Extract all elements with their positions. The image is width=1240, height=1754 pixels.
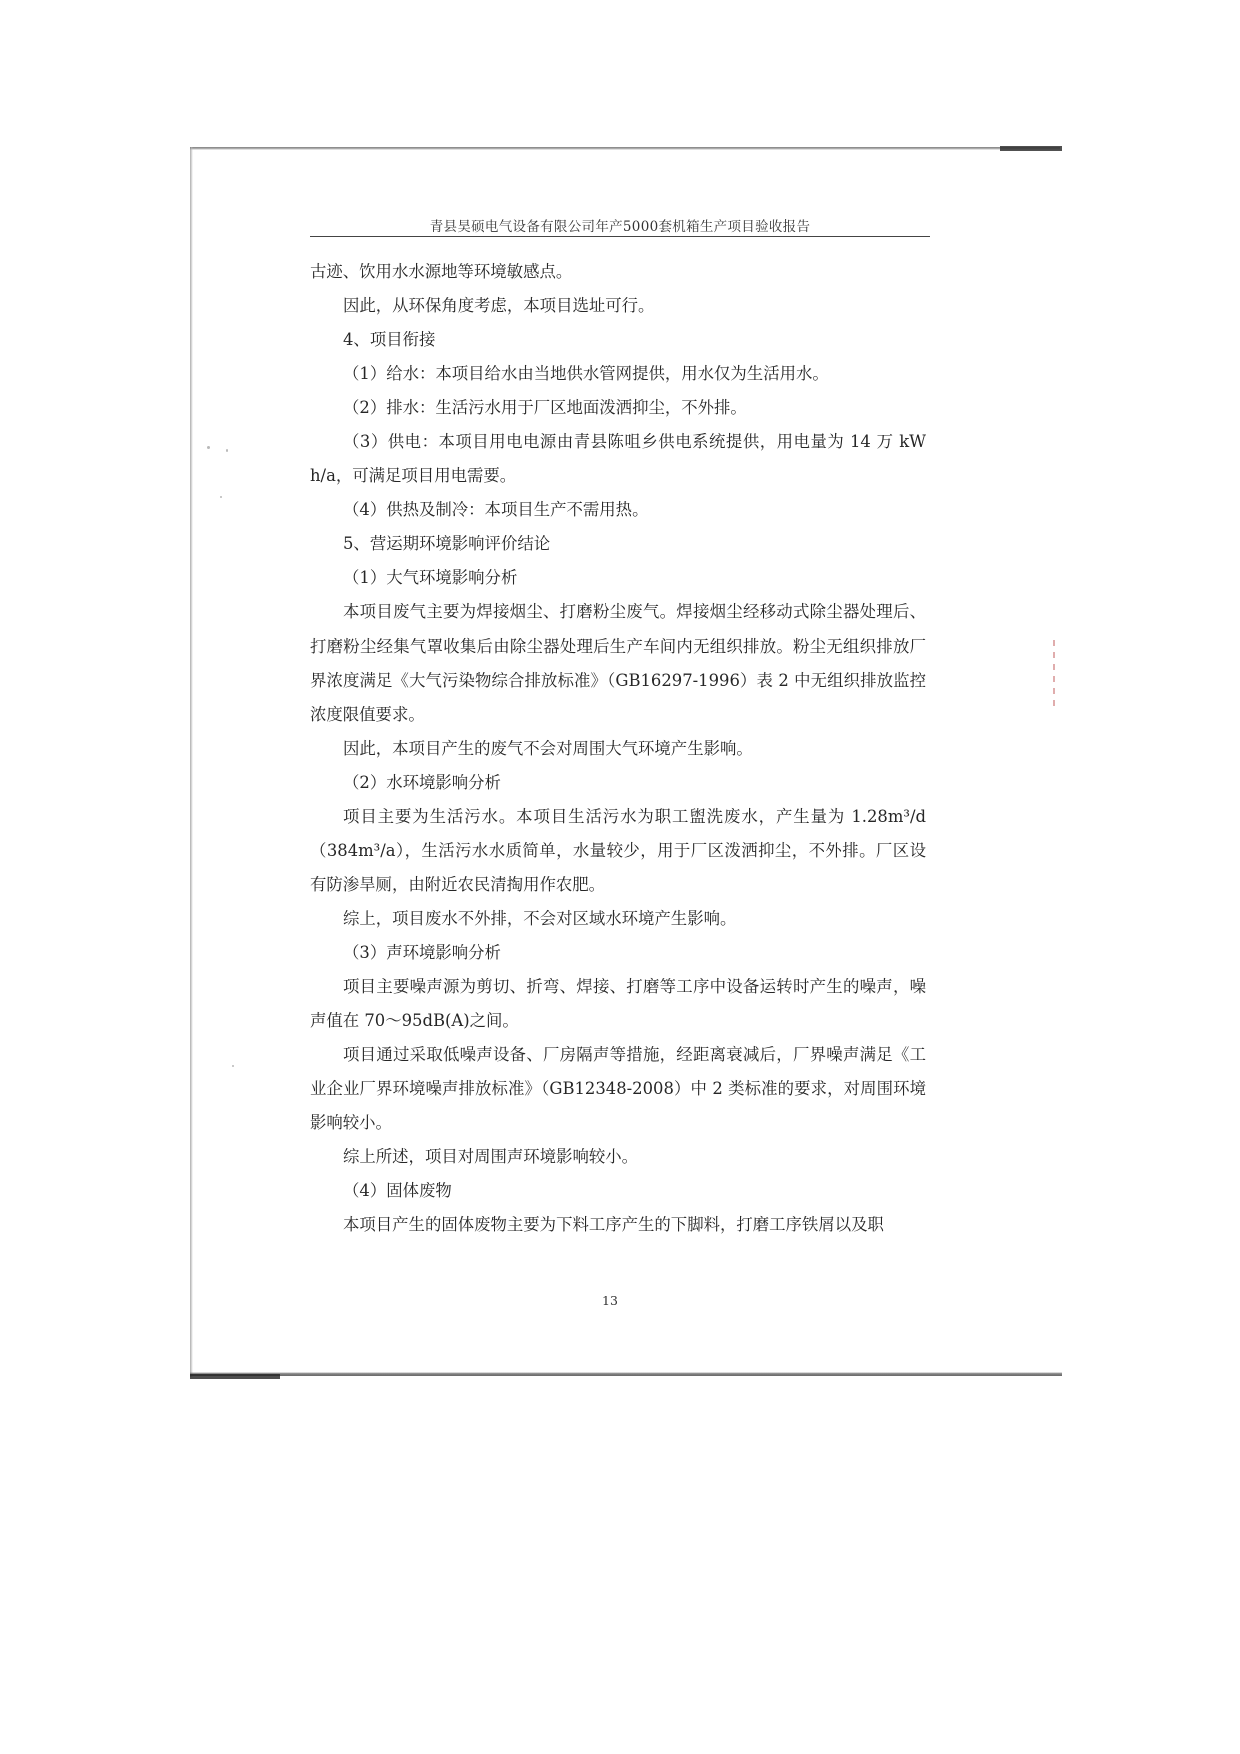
paragraph: 5、营运期环境影响评价结论 — [343, 534, 551, 554]
page-number: 13 — [602, 1293, 618, 1308]
paper-edge-left — [190, 147, 193, 1377]
paragraph: 本项目废气主要为焊接烟尘、打磨粉尘废气。焊接烟尘经移动式除尘器处理后、打磨粉尘经集气罩收集后由除尘器处理后生产车间内无组织排放。粉尘无组织排放厂界浓度满足《大气污染物综合排放标准》（GB16297-1996）表 2 中无组织排放监控浓度限值要求。 — [310, 602, 926, 724]
running-header: 青县昊硕电气设备有限公司年产5000套机箱生产项目验收报告 — [429, 219, 811, 235]
paragraph: （2）排水：生活污水用于厂区地面泼洒抑尘，不外排。 — [343, 398, 747, 418]
paragraph: 项目主要为生活污水。本项目生活污水为职工盥洗废水，产生量为 1.28m³/d（384m³/a），生活污水水质简单，水量较少，用于厂区泼洒抑尘，不外排。厂区设有防渗旱厕，由附近农民清掏用作农肥。 — [310, 806, 926, 894]
paper-edge-bottom-shadow — [190, 1374, 280, 1379]
paragraph: （1）大气环境影响分析 — [343, 568, 518, 588]
header-rule — [310, 236, 930, 237]
paragraph: 项目通过采取低噪声设备、厂房隔声等措施，经距离衰减后，厂界噪声满足《工业企业厂界环境噪声排放标准》（GB12348-2008）中 2 类标准的要求，对周围环境影响较小。 — [310, 1045, 926, 1133]
scan-speck — [232, 1065, 234, 1067]
paragraph: （2）水环境影响分析 — [343, 772, 501, 792]
paragraph: 综上，项目废水不外排，不会对区域水环境产生影响。 — [343, 908, 737, 928]
paragraph: （4）固体废物 — [343, 1181, 452, 1201]
paper-edge-top — [190, 147, 1060, 150]
scan-speck — [226, 449, 228, 452]
body-text — [310, 255, 926, 1242]
scan-speck — [220, 496, 222, 498]
paragraph: 因此，本项目产生的废气不会对周围大气环境产生影响。 — [343, 738, 753, 758]
margin-ink-mark — [1053, 640, 1055, 710]
paragraph: 项目主要噪声源为剪切、折弯、焊接、打磨等工序中设备运转时产生的噪声，噪声值在 70～95dB(A)之间。 — [310, 976, 926, 1031]
paragraph: （3）声环境影响分析 — [343, 942, 501, 962]
paragraph: 本项目产生的固体废物主要为下料工序产生的下脚料，打磨工序铁屑以及职 — [343, 1215, 884, 1235]
paragraph: （4）供热及制冷：本项目生产不需用热。 — [343, 500, 649, 520]
paragraph: （3）供电：本项目用电电源由青县陈咀乡供电系统提供，用电量为 14 万 kW h/a，可满足项目用电需要。 — [310, 432, 926, 486]
scan-speck — [207, 446, 210, 449]
paper-edge-bottom — [190, 1372, 1062, 1376]
paper-edge-top-shadow — [1000, 146, 1062, 151]
paragraph: 综上所述，项目对周围声环境影响较小。 — [343, 1147, 639, 1167]
paragraph: 因此，从环保角度考虑，本项目选址可行。 — [343, 296, 655, 316]
paragraph: 4、项目衔接 — [343, 330, 436, 350]
paragraph: （1）给水：本项目给水由当地供水管网提供，用水仅为生活用水。 — [343, 364, 829, 384]
paragraph: 古迹、饮用水水源地等环境敏感点。 — [310, 262, 573, 281]
